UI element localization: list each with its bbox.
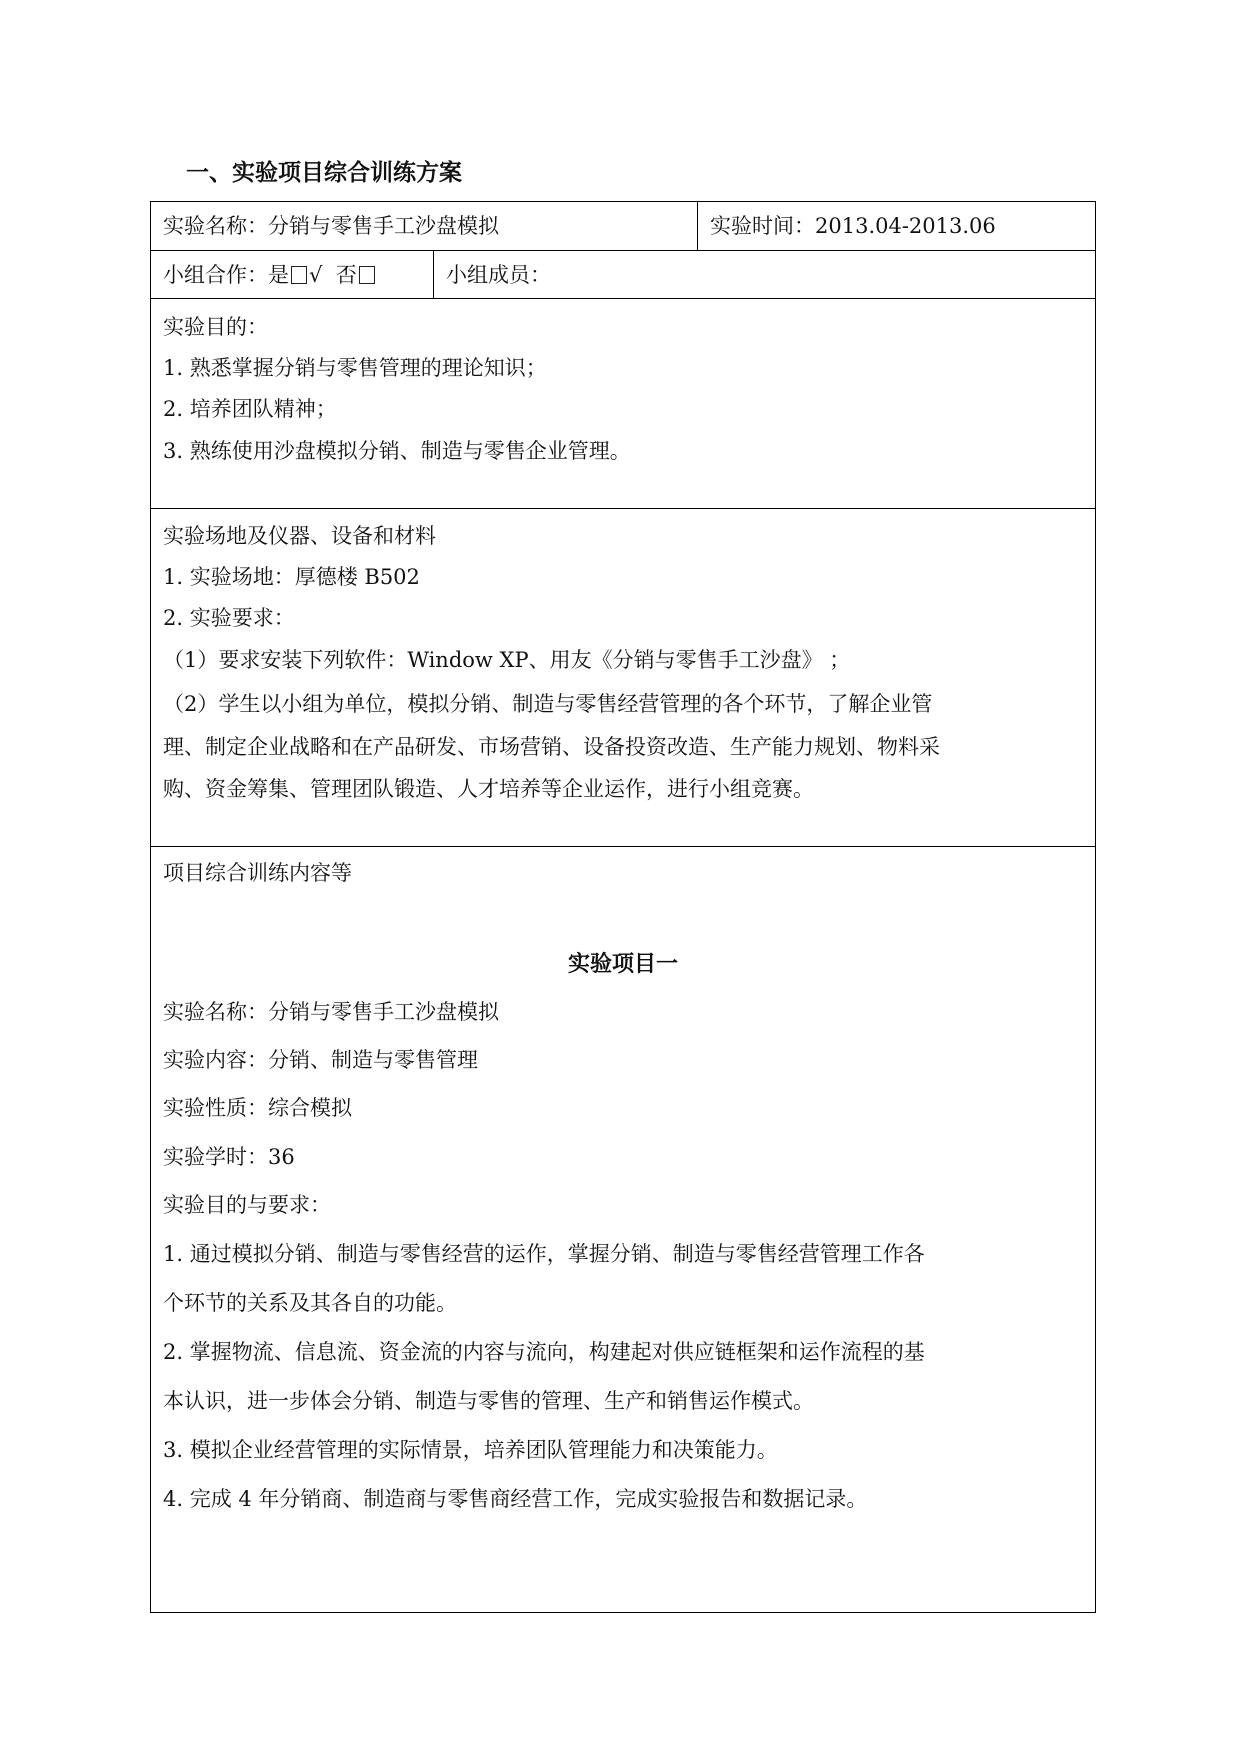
content-line: 1. 通过模拟分销、制造与零售经营的运作，掌握分销、制造与零售经营管理工作各 [163, 1242, 925, 1266]
row-divider [150, 250, 1096, 251]
purpose-item: 1. 熟悉掌握分销与零售管理的理论知识； [163, 356, 547, 380]
purpose-item: 3. 熟练使用沙盘模拟分销、制造与零售企业管理。 [163, 439, 631, 463]
section-heading: 一、实验项目综合训练方案 [186, 160, 462, 186]
content-line: 实验目的与要求： [163, 1193, 331, 1217]
venue-line: （1）要求安装下列软件：Window XP、用友《分销与零售手工沙盘》 ； [163, 648, 851, 672]
content-title: 项目综合训练内容等 [163, 861, 352, 885]
content-line: 实验性质：综合模拟 [163, 1096, 352, 1120]
content-line: 2. 掌握物流、信息流、资金流的内容与流向，构建起对供应链框架和运作流程的基 [163, 1340, 925, 1364]
content-line: 3. 模拟企业经营管理的实际情景，培养团队管理能力和决策能力。 [163, 1438, 778, 1462]
check-mark: √ [309, 263, 323, 287]
content-line: 个环节的关系及其各自的功能。 [163, 1291, 457, 1315]
venue-line: （2）学生以小组为单位，模拟分销、制造与零售经营管理的各个环节，了解企业管 [163, 692, 933, 716]
purpose-title: 实验目的： [163, 315, 268, 339]
row-divider [150, 508, 1096, 509]
no-label: 否 [335, 263, 357, 287]
content-line: 本认识，进一步体会分销、制造与零售的管理、生产和销售运作模式。 [163, 1389, 814, 1413]
experiment-time-cell: 实验时间：2013.04-2013.06 [710, 214, 996, 238]
purpose-item: 2. 培养团队精神； [163, 397, 337, 421]
group-members-cell: 小组成员： [446, 263, 551, 287]
row-divider [150, 846, 1096, 847]
column-divider [697, 201, 698, 250]
no-checkbox [359, 266, 375, 284]
content-line: 4. 完成 4 年分销商、制造商与零售商经营工作，完成实验报告和数据记录。 [163, 1487, 868, 1511]
content-line: 实验学时：36 [163, 1145, 295, 1169]
venue-title: 实验场地及仪器、设备和材料 [163, 524, 436, 548]
content-line: 实验名称：分销与零售手工沙盘模拟 [163, 1000, 499, 1024]
venue-line: 1. 实验场地：厚德楼 B502 [163, 565, 420, 589]
venue-line: 购、资金筹集、管理团队锻造、人才培养等企业运作，进行小组竞赛。 [163, 777, 814, 801]
venue-line: 理、制定企业战略和在产品研发、市场营销、设备投资改造、生产能力规划、物料采 [163, 735, 940, 759]
project-title: 实验项目一 [567, 952, 678, 977]
group-cooperation-label: 小组合作：是 [163, 263, 289, 287]
column-divider [433, 250, 434, 298]
content-line: 实验内容：分销、制造与零售管理 [163, 1048, 478, 1072]
row-divider [150, 298, 1096, 299]
yes-checkbox [291, 266, 307, 284]
venue-line: 2. 实验要求： [163, 606, 295, 630]
experiment-name-cell: 实验名称：分销与零售手工沙盘模拟 [163, 214, 499, 238]
group-cooperation-cell [163, 261, 377, 289]
